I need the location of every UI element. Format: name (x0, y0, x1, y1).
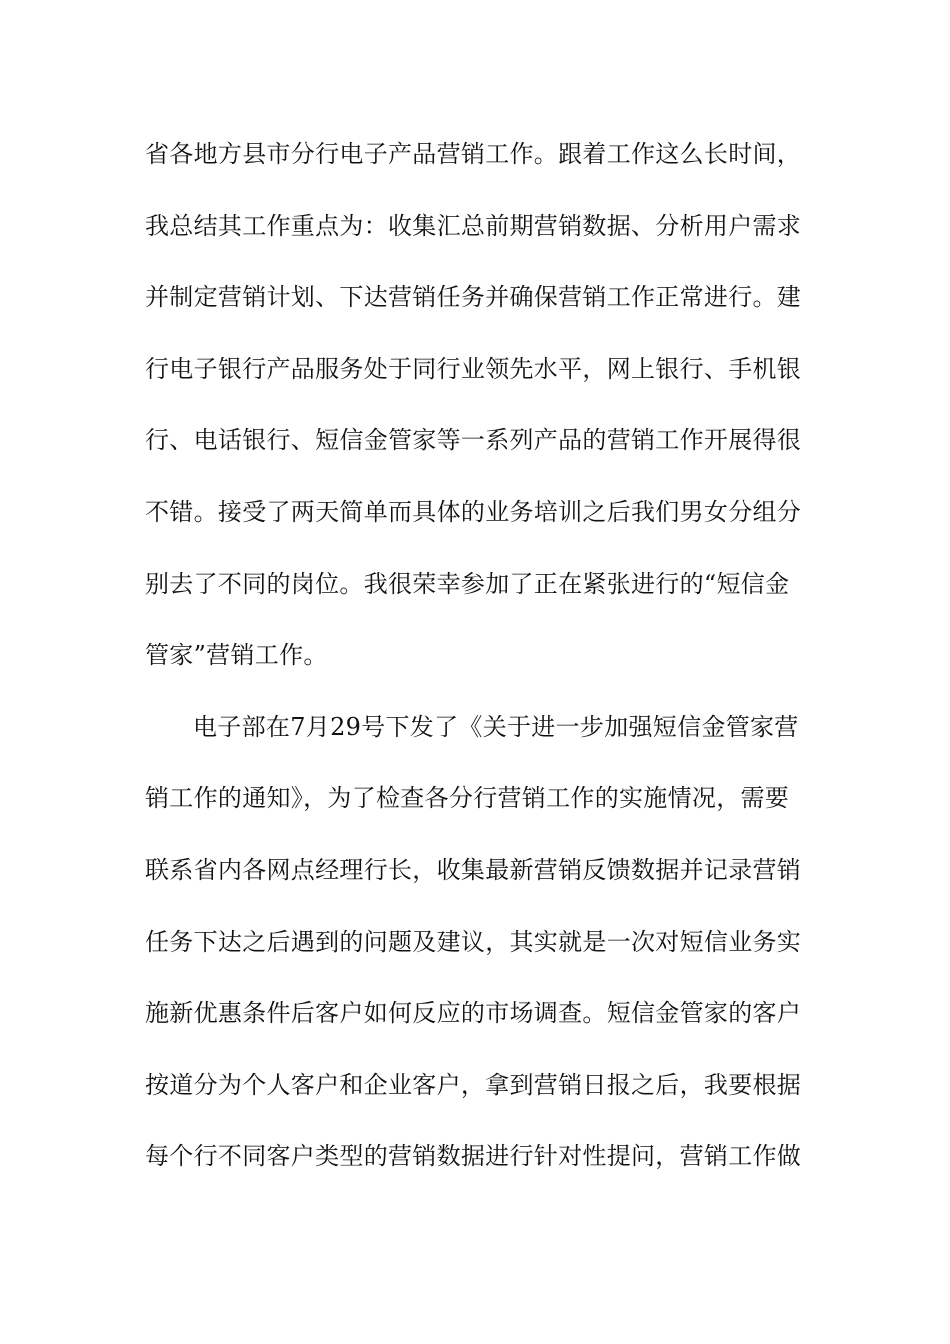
text-line: 我总结其工作重点为：收集汇总前期营销数据、分析用户需求 (145, 211, 802, 240)
text-line: 施新优惠条件后客户如何反应的市场调查。短信金管家的客户 (145, 999, 802, 1028)
text-line: 销工作的通知》，为了检查各分行营销工作的实施情况，需要 (145, 784, 790, 813)
text-line: 联系省内各网点经理行长，收集最新营销反馈数据并记录营销 (145, 855, 802, 884)
text-line: 省各地方县市分行电子产品营销工作。跟着工作这么长时间， (145, 140, 802, 168)
text-line: 别去了不同的岗位。我很荣幸参加了正在紧张进行的“短信金 (145, 569, 790, 598)
text-line: 行、电话银行、短信金管家等一系列产品的营销工作开展得很 (145, 426, 802, 455)
body-text (145, 128, 815, 1202)
paragraph-start-line: 电子部在7月29号下发了《关于进一步加强短信金管家营 (193, 712, 799, 741)
text-line: 行电子银行产品服务处于同行业领先水平，网上银行、手机银 (145, 354, 802, 383)
text-line: 管家”营销工作。 (145, 641, 328, 670)
text-line: 任务下达之后遇到的问题及建议，其实就是一次对短信业务实 (145, 927, 802, 956)
text-line: 每个行不同客户类型的营销数据进行针对性提问，营销工作做 (145, 1142, 802, 1171)
text-line: 不错。接受了两天简单而具体的业务培训之后我们男女分组分 (145, 497, 802, 526)
text-line: 并制定营销计划、下达营销任务并确保营销工作正常进行。建 (145, 283, 802, 312)
text-line: 按道分为个人客户和企业客户，拿到营销日报之后，我要根据 (145, 1070, 802, 1099)
